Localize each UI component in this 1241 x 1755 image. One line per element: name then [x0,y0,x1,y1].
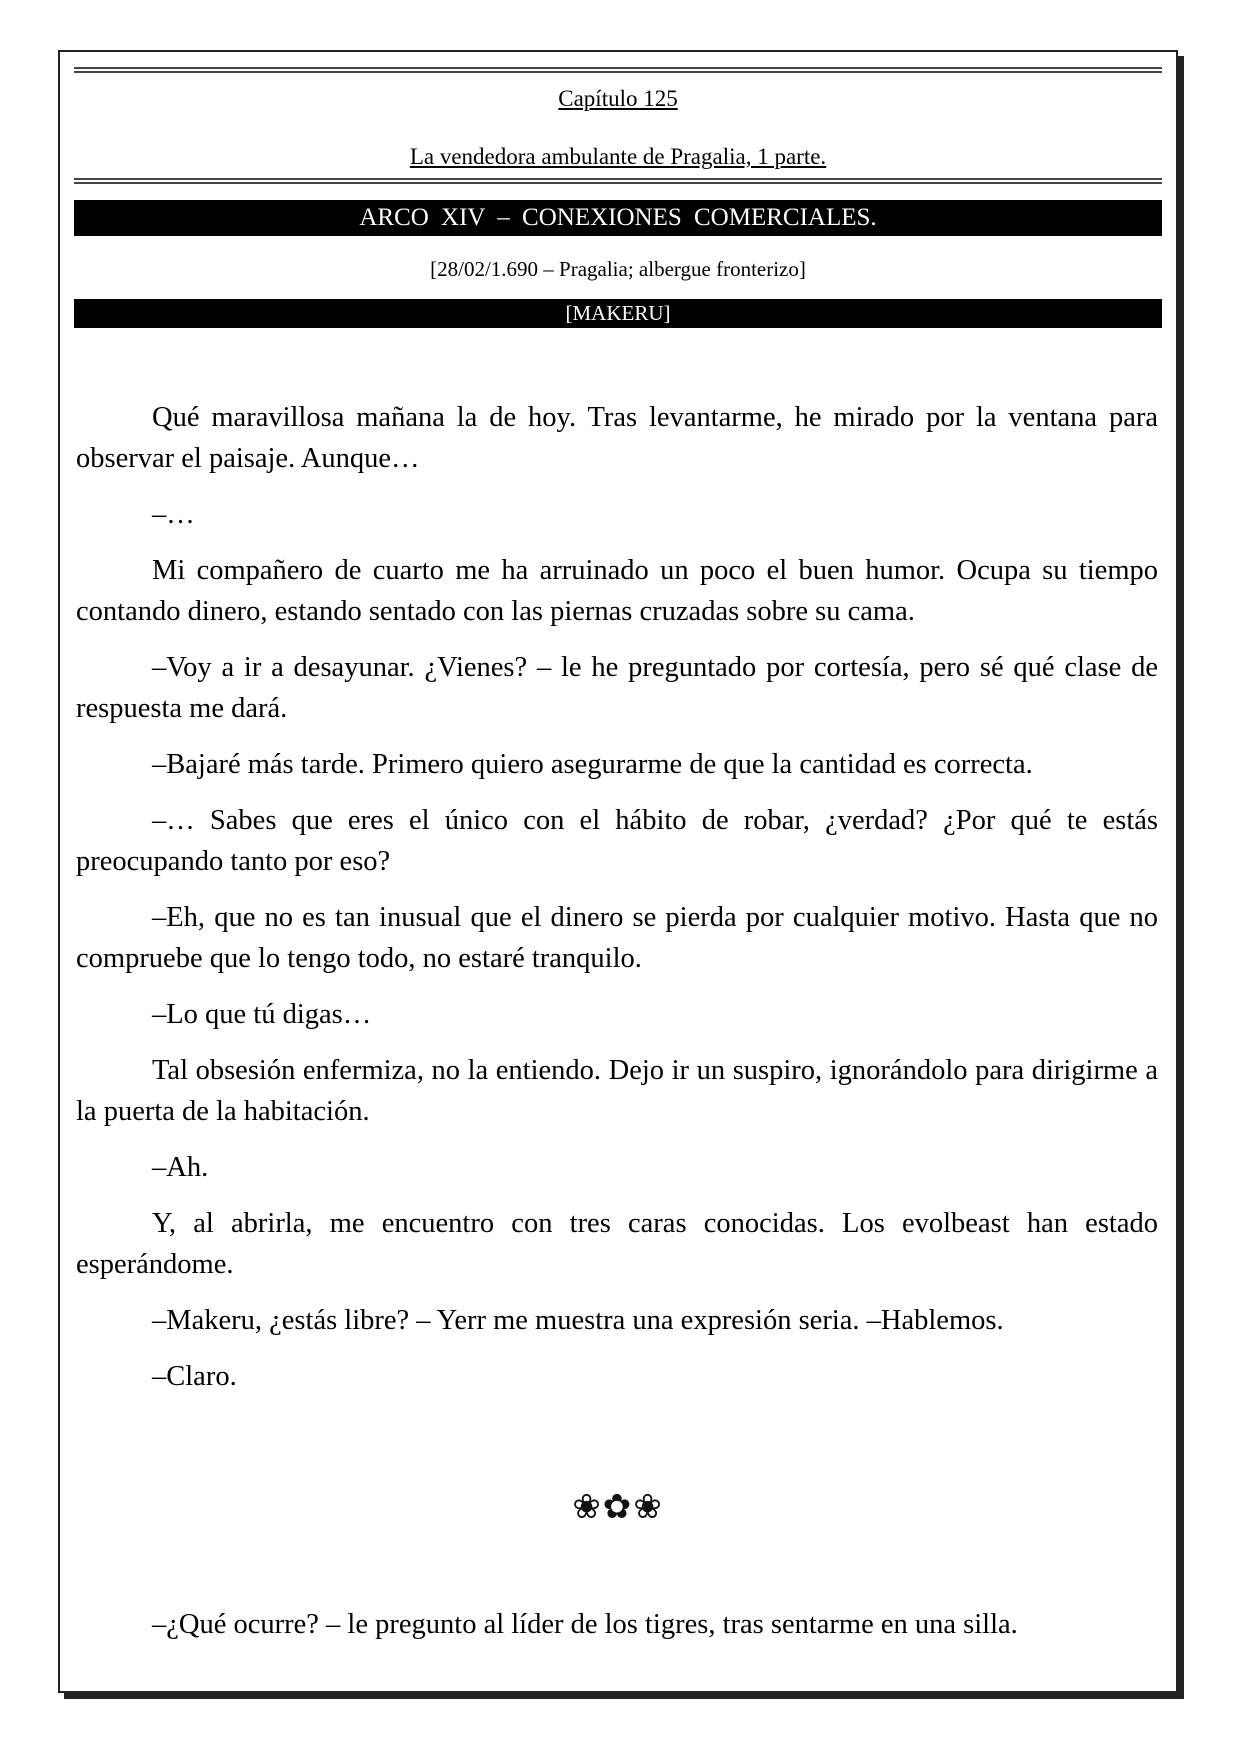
paragraph: Qué maravillosa mañana la de hoy. Tras levantarme, he mirado por la ventana para observar el paisaje. Aunque… [76,402,1158,474]
body-text [76,397,1158,1412]
paragraph: –Claro. [152,1361,237,1392]
paragraph: –… Sabes que eres el único con el hábito de robar, ¿verdad? ¿Por qué te estás preocupando tanto por eso? [76,805,1158,877]
paragraph: –Lo que tú digas… [152,999,372,1030]
chapter-title: La vendedora ambulante de Pragalia, 1 parte. [409,144,827,169]
top-double-rule [74,67,1162,73]
paragraph: –Makeru, ¿estás libre? – Yerr me muestra una expresión seria. –Hablemos. [152,1305,1004,1336]
paragraph: –Bajaré más tarde. Primero quiero asegurarme de que la cantidad es correcta. [152,749,1033,780]
paragraph: Y, al abrirla, me encuentro con tres caras conocidas. Los evolbeast han estado esperándome. [76,1208,1158,1280]
pov-banner: [MAKERU] [74,299,1162,328]
paragraph: –… [152,499,195,530]
paragraph: Tal obsesión enfermiza, no la entiendo. Dejo ir un suspiro, ignorándolo para dirigirme a la puerta de la habitación. [76,1055,1158,1127]
chapter-number: Capítulo 125 [558,86,678,111]
page-frame [58,50,1178,1693]
paragraph: –Eh, que no es tan inusual que el dinero se pierda por cualquier motivo. Hasta que no compruebe que lo tengo todo, no estaré tranquilo. [76,902,1158,974]
arc-banner: ARCO XIV – CONEXIONES COMERCIALES. [74,200,1162,236]
paragraph: –Ah. [152,1152,209,1183]
middle-double-rule [74,178,1162,184]
final-text [76,1604,1158,1645]
flower-separator-icon: ❀✿❀ [572,1487,664,1527]
paragraph: –¿Qué ocurre? – le pregunto al líder de los tigres, tras sentarme en una silla. [152,1609,1018,1640]
location-line: [28/02/1.690 – Pragalia; albergue fronterizo] [430,257,806,281]
paragraph: –Voy a ir a desayunar. ¿Vienes? – le he preguntado por cortesía, pero sé qué clase de respuesta me dará. [76,652,1158,724]
paragraph: Mi compañero de cuarto me ha arruinado un poco el buen humor. Ocupa su tiempo contando dinero, estando sentado con las piernas cruzadas sobre su cama. [76,555,1158,627]
